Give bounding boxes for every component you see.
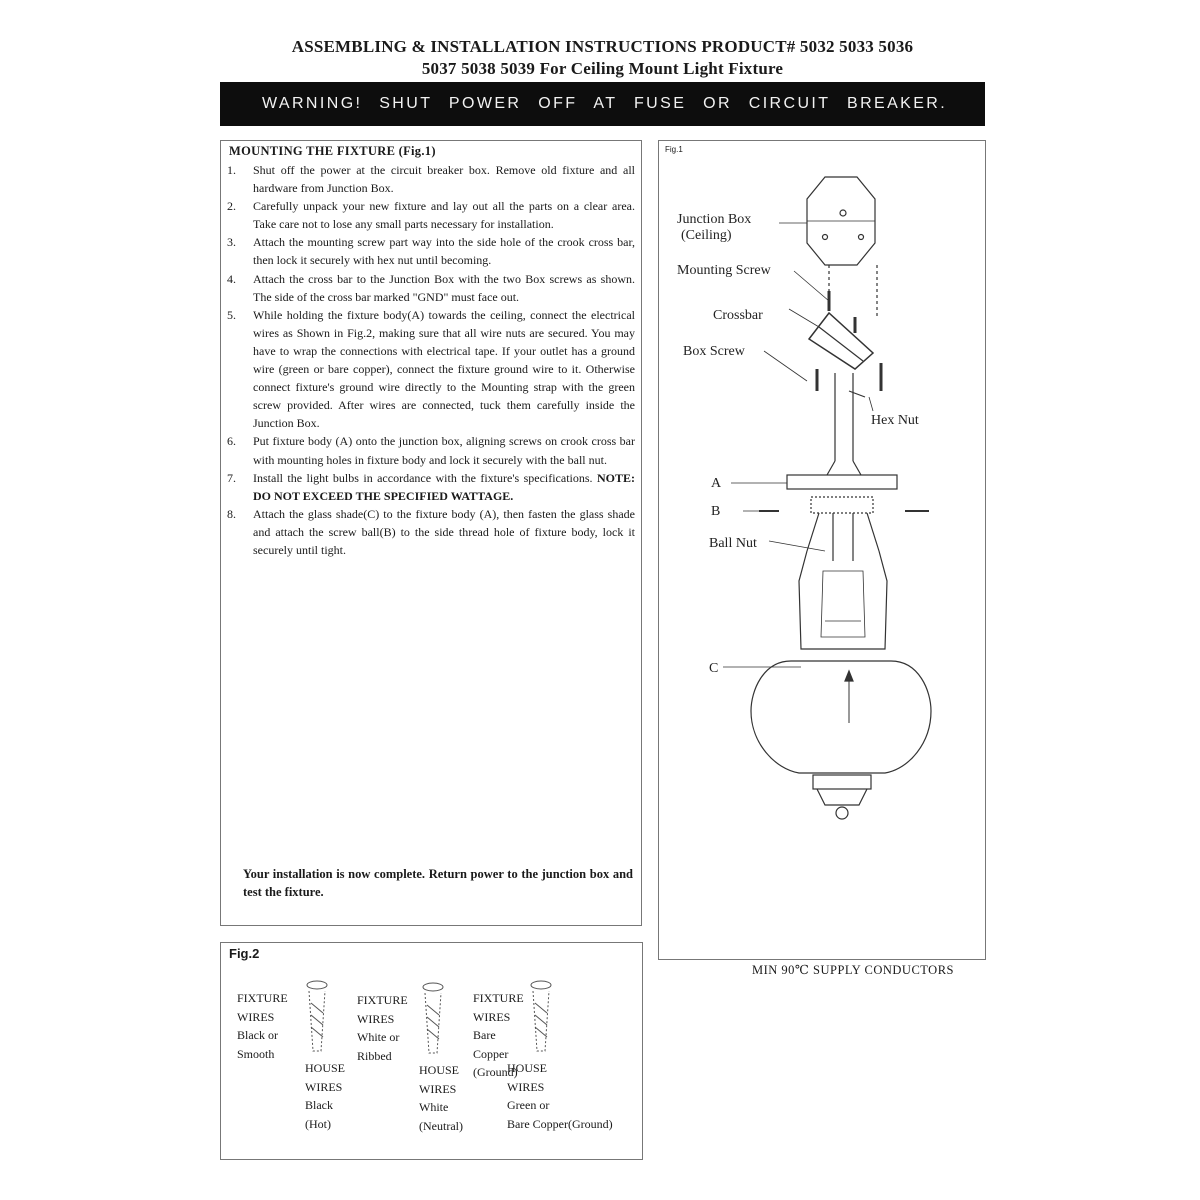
house-wires-white: HOUSE WIRES White (Neutral) <box>419 1063 463 1133</box>
completion-note: Your installation is now complete. Return power to the junction box and test the fixture. <box>243 867 633 899</box>
instruction-step: 8. Attach the glass shade(C) to the fixture body (A), then fasten the glass shade and attach the screw ball(B) to the side thread hole of fixture body, lock it securely until tight. <box>227 506 635 557</box>
wire-nut-2 <box>423 983 443 1053</box>
fixture-wires-ground: FIXTURE WIRES Bare Copper (Ground) <box>473 991 524 1079</box>
title-line-1: ASSEMBLING & INSTALLATION INSTRUCTIONS PRODUCT# 5032 5033 5036 <box>291 37 914 56</box>
title-line-2 <box>220 58 985 80</box>
title-fixture-type: For Ceiling Mount Light Fixture <box>539 59 784 78</box>
instruction-step: 2. Carefully unpack your new fixture and lay out all the parts on a clear area. Take care not to lose any small parts necessary for installation. <box>227 199 635 232</box>
instruction-step: 6. Put fixture body (A) onto the junction box, aligning screws on crook cross bar with mounting holes in fixture body and lock it securely with the ball nut. <box>227 434 635 467</box>
wire-nut-1 <box>307 981 327 1051</box>
glass-shade-shape <box>751 661 931 773</box>
fixture-wires-black: FIXTURE WIRES Black or Smooth <box>237 991 288 1061</box>
instructions-panel <box>220 140 642 926</box>
canopy-shape <box>787 475 897 489</box>
finial-ball <box>836 807 848 819</box>
instruction-step: 7. Install the light bulbs in accordance with the fixture's specifications. NOTE: DO NOT EXCEED THE SPECIFIED WATTAGE. <box>227 470 636 503</box>
label-junction-box-ceiling: (Ceiling) <box>681 228 732 243</box>
instruction-step: 5. While holding the fixture body(A) towards the ceiling, connect the electrical wires as Shown in Fig.2, making sure that all wire nuts are secured. You may have to wrap the connections with electrical tape. If your outlet has a ground wire (green or bare copper), connect the fixture ground wire to it. Otherwise connect fixture's ground wire directly to the Mounting strap with the green screw provided. After wires are connected, tuck them carefully inside the Junction Box. <box>227 307 635 431</box>
fig2-label: Fig.2 <box>229 946 260 961</box>
fig1-diagram <box>659 141 985 959</box>
label-c: C <box>709 661 719 676</box>
house-wires-black: HOUSE WIRES Black (Hot) <box>305 1061 346 1131</box>
instruction-steps <box>227 161 635 559</box>
warning-banner: WARNING! SHUT POWER OFF AT FUSE OR CIRCUIT BREAKER. <box>220 82 985 126</box>
label-hex-nut: Hex Nut <box>871 413 919 428</box>
supply-conductors-note: MIN 90℃ SUPPLY CONDUCTORS <box>752 963 955 977</box>
wire-nut-illustrations <box>221 943 641 1159</box>
label-crossbar: Crossbar <box>713 308 763 323</box>
title-product-numbers: 5037 5038 5039 <box>421 59 536 78</box>
label-box-screw: Box Screw <box>683 344 745 359</box>
wire-nut-3 <box>531 981 551 1051</box>
label-b: B <box>711 504 721 519</box>
document-title <box>220 36 985 80</box>
instruction-step: 3. Attach the mounting screw part way into the side hole of the crook cross bar, then lock it securely with hex nut until becoming. <box>227 235 635 268</box>
fixture-wires-white: FIXTURE WIRES White or Ribbed <box>357 993 408 1063</box>
instruction-step: 1. Shut off the power at the circuit breaker box. Remove old fixture and all hardware from Junction Box. <box>227 163 635 196</box>
fig2-panel <box>220 942 643 1160</box>
label-ball-nut: Ball Nut <box>709 536 757 551</box>
crossbar-shape <box>809 313 873 369</box>
label-junction-box: Junction Box <box>677 212 752 227</box>
instruction-step: 4. Attach the cross bar to the Junction Box with the two Box screws as shown. The side of the cross bar marked "GND" must face out. <box>227 271 635 304</box>
label-mounting-screw: Mounting Screw <box>677 263 771 278</box>
house-wires-ground: HOUSE WIRES Green or Bare Copper(Ground) <box>507 1061 613 1131</box>
fig1-label: Fig.1 <box>665 145 683 154</box>
instructions-heading: MOUNTING THE FIXTURE (Fig.1) <box>229 144 436 158</box>
fig1-panel <box>658 140 986 960</box>
label-a: A <box>711 476 722 491</box>
wattage-note: NOTE: DO NOT EXCEED THE SPECIFIED WATTAGE. <box>253 470 636 503</box>
